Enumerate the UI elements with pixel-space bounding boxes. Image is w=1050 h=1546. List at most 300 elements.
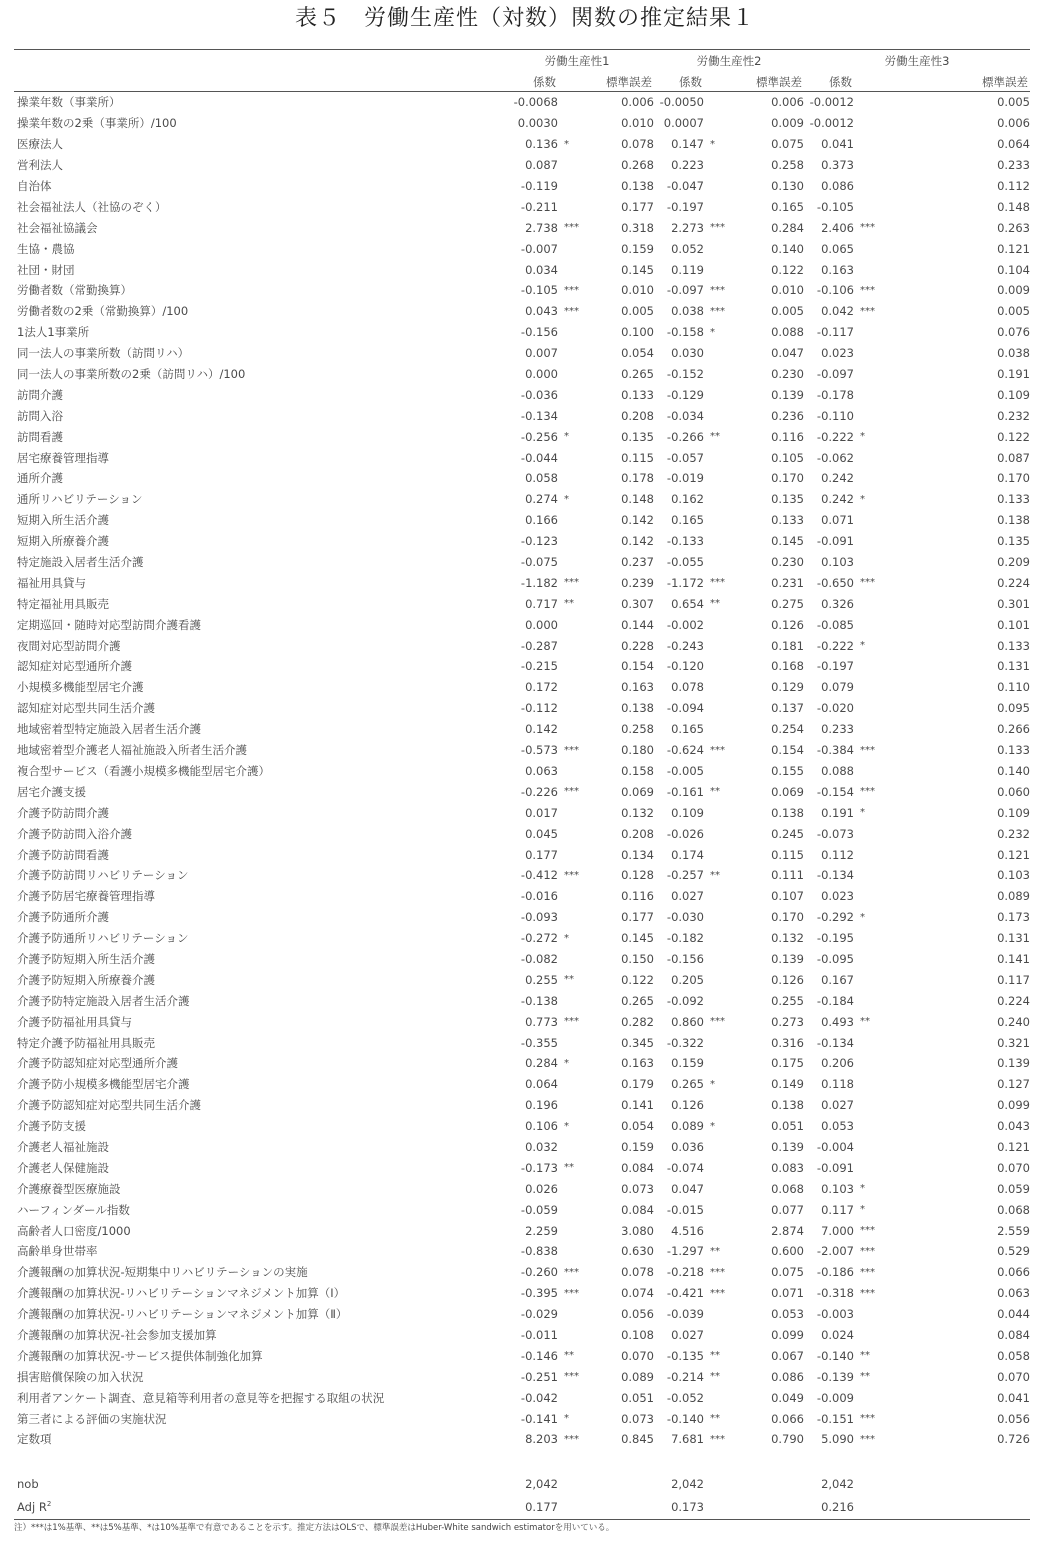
variable-name: 地域密着型介護老人福祉施設入所者生活介護 <box>17 743 247 758</box>
variable-name: 複合型サービス（看護小規模多機能型居宅介護） <box>17 763 270 778</box>
sig-1 <box>558 176 598 197</box>
coef-2: 0.047 <box>671 1181 704 1196</box>
se-1: 0.056 <box>621 1307 654 1322</box>
sig-3: ** <box>860 1016 870 1028</box>
coef-2: 0.119 <box>671 262 704 277</box>
coef-2: -0.034 <box>666 408 704 423</box>
coef-2: 2.273 <box>671 220 704 235</box>
coef-2: -0.005 <box>666 763 704 778</box>
table-row <box>14 426 1030 447</box>
se-1: 0.142 <box>621 513 654 528</box>
sig-1 <box>558 510 598 531</box>
table-row <box>14 1366 1030 1387</box>
sig-1: *** <box>564 1371 579 1383</box>
sig-1 <box>558 844 598 865</box>
coef-2: -0.047 <box>666 179 704 193</box>
table-row <box>14 781 1030 802</box>
table-row <box>14 1032 1030 1053</box>
variable-name: 営利法人 <box>17 158 63 173</box>
table-row <box>14 572 1030 593</box>
sig-2: *** <box>710 1266 725 1278</box>
sig-2 <box>704 823 748 844</box>
sig-3 <box>854 1053 898 1074</box>
table-row <box>14 1137 1030 1158</box>
coef-2: -0.057 <box>666 450 704 465</box>
se-1: 0.258 <box>621 722 654 737</box>
coef-2: -0.197 <box>666 199 704 214</box>
se-1: 0.084 <box>621 1160 654 1175</box>
sig-1 <box>558 1178 598 1199</box>
se-1: 0.051 <box>621 1390 654 1405</box>
table-row <box>14 802 1030 823</box>
variable-name: 介護予防短期入所療養介護 <box>17 972 155 987</box>
se-header-1: 標準誤差 <box>558 72 654 92</box>
coef-2: -0.074 <box>666 1160 704 1175</box>
se-2: 0.006 <box>771 95 804 110</box>
sig-3 <box>854 384 898 405</box>
adjr2-superscript: 2 <box>46 1500 52 1509</box>
sig-3 <box>854 844 898 865</box>
coef-2: -0.039 <box>666 1307 704 1322</box>
table-row <box>14 510 1030 531</box>
coef-3: -0.134 <box>816 868 854 883</box>
se-3: 0.104 <box>997 262 1030 277</box>
sig-2 <box>704 719 748 740</box>
sig-3 <box>854 196 898 217</box>
variable-name: 介護報酬の加算状況-リハビリテーションマネジメント加算（Ⅱ） <box>17 1307 348 1322</box>
se-2: 0.049 <box>771 1390 804 1405</box>
table-row <box>14 384 1030 405</box>
table-row <box>14 1220 1030 1241</box>
se-1: 0.115 <box>621 450 654 465</box>
sig-3 <box>854 447 898 468</box>
sig-2 <box>704 384 748 405</box>
sig-2: *** <box>710 744 725 756</box>
coef-2: 0.052 <box>671 241 704 256</box>
sig-3 <box>854 1304 898 1325</box>
se-2: 0.284 <box>771 220 804 235</box>
se-2: 0.175 <box>771 1056 804 1071</box>
se-1: 0.180 <box>621 743 654 758</box>
se-1: 0.073 <box>621 1411 654 1426</box>
se-3: 0.191 <box>997 367 1030 382</box>
sig-3: *** <box>860 222 875 234</box>
table-row <box>14 1345 1030 1366</box>
se-2: 0.135 <box>771 492 804 507</box>
coef-3: 0.071 <box>821 513 854 528</box>
coef-3: -0.003 <box>816 1307 854 1322</box>
se-1: 0.159 <box>621 241 654 256</box>
se-header-3: 標準誤差 <box>854 72 1030 92</box>
se-3: 0.133 <box>997 492 1030 507</box>
sig-3 <box>854 969 898 990</box>
sig-2 <box>704 1053 748 1074</box>
sig-2: ** <box>710 1413 720 1425</box>
se-2: 0.254 <box>771 722 804 737</box>
se-2: 0.245 <box>771 826 804 841</box>
coef-3: 0.163 <box>821 262 854 277</box>
table-title: 表５ 労働生産性（対数）関数の推定結果１ <box>294 6 755 31</box>
se-2: 0.126 <box>771 617 804 632</box>
se-2: 0.170 <box>771 910 804 925</box>
adjr2-value-2: 0.173 <box>654 1496 704 1520</box>
se-3: 0.263 <box>997 220 1030 235</box>
sig-3: *** <box>860 1225 875 1237</box>
coef-3: 2.406 <box>821 220 854 235</box>
subheader-blank <box>14 72 500 92</box>
sig-1: * <box>564 431 569 443</box>
sig-1 <box>558 552 598 573</box>
table-row <box>14 552 1030 573</box>
sig-3 <box>854 1137 898 1158</box>
sig-1: *** <box>564 869 579 881</box>
variable-name: 訪問看護 <box>17 429 63 444</box>
sig-2: ** <box>710 869 720 881</box>
se-3: 0.232 <box>997 826 1030 841</box>
sig-3 <box>854 1157 898 1178</box>
variable-name: 介護予防居宅療養管理指導 <box>17 889 155 904</box>
se-1: 0.116 <box>621 889 654 904</box>
coef-2: 0.205 <box>671 972 704 987</box>
sig-3: * <box>860 807 865 819</box>
sig-2: ** <box>710 786 720 798</box>
se-1: 0.208 <box>621 826 654 841</box>
coef-2: -0.030 <box>666 910 704 925</box>
coef-1: 0.717 <box>525 596 558 611</box>
table-row <box>14 1157 1030 1178</box>
variable-name: 短期入所生活介護 <box>17 513 109 528</box>
se-3: 0.084 <box>997 1327 1030 1342</box>
sig-3 <box>854 155 898 176</box>
sig-1 <box>558 468 598 489</box>
coef-3: 0.117 <box>821 1202 854 1217</box>
table-row <box>14 1053 1030 1074</box>
se-2: 0.066 <box>771 1411 804 1426</box>
se-3: 0.131 <box>997 931 1030 946</box>
se-2: 0.139 <box>771 1139 804 1154</box>
se-3: 0.121 <box>997 847 1030 862</box>
coef-3: -0.292 <box>816 910 854 925</box>
coef-2: -0.214 <box>666 1369 704 1384</box>
coef-1: -0.105 <box>520 283 558 298</box>
se-3: 0.041 <box>997 1390 1030 1405</box>
sig-1 <box>558 1137 598 1158</box>
sig-2: * <box>710 1120 715 1132</box>
sig-2 <box>704 1304 748 1325</box>
sig-3 <box>854 238 898 259</box>
coef-1: -0.260 <box>520 1265 558 1280</box>
sig-2 <box>704 196 748 217</box>
se-3: 0.060 <box>997 784 1030 799</box>
sig-1: * <box>564 932 569 944</box>
se-3: 0.005 <box>997 95 1030 110</box>
variable-name: 特定介護予防福祉用具販売 <box>17 1035 155 1050</box>
se-2: 0.138 <box>771 805 804 820</box>
nob-value-1: 2,042 <box>525 1477 558 1492</box>
table-row <box>14 1262 1030 1283</box>
sig-2: ** <box>710 1350 720 1362</box>
sig-1 <box>558 343 598 364</box>
coef-3: 0.065 <box>821 241 854 256</box>
se-header-2: 標準誤差 <box>704 72 804 92</box>
sig-1 <box>558 259 598 280</box>
sig-2 <box>704 635 748 656</box>
se-3: 0.066 <box>997 1265 1030 1280</box>
se-2: 0.067 <box>771 1348 804 1363</box>
se-3: 0.138 <box>997 513 1030 528</box>
sig-2 <box>704 907 748 928</box>
coef-1: -0.226 <box>520 784 558 799</box>
table-row <box>14 113 1030 134</box>
se-3: 0.135 <box>997 534 1030 549</box>
coef-3: -0.222 <box>816 429 854 444</box>
sig-2 <box>704 1095 748 1116</box>
sig-1: *** <box>564 284 579 296</box>
coef-1: 0.043 <box>525 304 558 319</box>
sig-1 <box>558 1304 598 1325</box>
se-2: 0.071 <box>771 1286 804 1301</box>
variable-name: 認知症対応型共同生活介護 <box>17 701 155 716</box>
coef-1: 0.136 <box>525 137 558 152</box>
se-2: 0.790 <box>771 1432 804 1447</box>
coef-1: 0.026 <box>525 1181 558 1196</box>
sig-1 <box>558 113 598 134</box>
table-body <box>14 92 1030 1450</box>
coef-2: -0.161 <box>666 784 704 799</box>
coef-3: 7.000 <box>821 1223 854 1238</box>
sig-1: *** <box>564 1287 579 1299</box>
variable-name: 通所介護 <box>17 471 63 486</box>
se-2: 0.149 <box>771 1077 804 1092</box>
coef-1: -0.093 <box>520 910 558 925</box>
table-row <box>14 698 1030 719</box>
sig-1 <box>558 1241 598 1262</box>
se-1: 0.010 <box>621 116 654 131</box>
sig-3 <box>854 322 898 343</box>
se-1: 0.141 <box>621 1098 654 1113</box>
sig-2 <box>704 489 748 510</box>
sig-2: ** <box>710 431 720 443</box>
coef-2: -0.092 <box>666 993 704 1008</box>
se-3: 0.122 <box>997 429 1030 444</box>
variable-name: 生協・農協 <box>17 241 75 256</box>
coef-2: 0.159 <box>671 1056 704 1071</box>
variable-name: 操業年数（事業所） <box>17 95 121 110</box>
se-3: 0.038 <box>997 346 1030 361</box>
variable-name: 介護予防支援 <box>17 1119 86 1134</box>
se-2: 0.236 <box>771 408 804 423</box>
coef-3: 5.090 <box>821 1432 854 1447</box>
table-footer <box>14 1450 1030 1520</box>
se-3: 0.209 <box>997 555 1030 570</box>
sig-1 <box>558 531 598 552</box>
coef-2: -0.152 <box>666 367 704 382</box>
coef-3: -0.062 <box>816 450 854 465</box>
sig-1 <box>558 1074 598 1095</box>
se-3: 0.056 <box>997 1411 1030 1426</box>
adjr2-label-text: Adj R <box>17 1500 47 1515</box>
se-3: 0.173 <box>997 910 1030 925</box>
se-2: 0.165 <box>771 199 804 214</box>
coef-2: -0.156 <box>666 951 704 966</box>
coef-3: -0.105 <box>816 199 854 214</box>
coef-2: 0.0007 <box>663 116 704 131</box>
coef-3: -0.106 <box>816 283 854 298</box>
adjr2-label <box>14 1496 500 1520</box>
se-2: 0.133 <box>771 513 804 528</box>
coef-3: -0.318 <box>816 1286 854 1301</box>
sig-3 <box>854 719 898 740</box>
sig-2 <box>704 113 748 134</box>
sig-3 <box>854 1032 898 1053</box>
table-row <box>14 635 1030 656</box>
se-3: 0.095 <box>997 701 1030 716</box>
coef-2: -0.019 <box>666 471 704 486</box>
variable-name: 介護予防訪問入浴介護 <box>17 826 132 841</box>
sig-1: ** <box>564 1350 574 1362</box>
coef-3: 0.042 <box>821 304 854 319</box>
coef-3: -0.140 <box>816 1348 854 1363</box>
coef-3: -0.097 <box>816 367 854 382</box>
variable-name: 認知症対応型通所介護 <box>17 659 132 674</box>
sig-1 <box>558 155 598 176</box>
sig-1 <box>558 322 598 343</box>
sig-3: * <box>860 1183 865 1195</box>
coef-3: -0.134 <box>816 1035 854 1050</box>
sig-1 <box>558 698 598 719</box>
coef-2: -0.218 <box>666 1265 704 1280</box>
se-1: 0.268 <box>621 158 654 173</box>
se-2: 0.075 <box>771 137 804 152</box>
variable-name: 介護予防通所介護 <box>17 910 109 925</box>
coef-3: -0.091 <box>816 534 854 549</box>
se-3: 0.087 <box>997 450 1030 465</box>
variable-name: 短期入所療養介護 <box>17 534 109 549</box>
coef-header-3: 係数 <box>804 72 854 92</box>
table-row <box>14 990 1030 1011</box>
se-3: 0.232 <box>997 408 1030 423</box>
coef-1: -0.036 <box>520 387 558 402</box>
coef-3: -0.154 <box>816 784 854 799</box>
coef-3: 0.041 <box>821 137 854 152</box>
coef-1: 0.017 <box>525 805 558 820</box>
se-3: 0.117 <box>997 972 1030 987</box>
se-3: 0.112 <box>997 179 1030 193</box>
variable-name: 自治体 <box>17 179 52 193</box>
se-3: 0.064 <box>997 137 1030 152</box>
se-1: 0.154 <box>621 659 654 674</box>
coef-2: -0.015 <box>666 1202 704 1217</box>
sig-3 <box>854 928 898 949</box>
sig-1: * <box>564 493 569 505</box>
variable-name: 福祉用具貸与 <box>17 575 86 590</box>
se-2: 0.107 <box>771 889 804 904</box>
variable-name: 定数項 <box>17 1432 52 1447</box>
variable-name: 地域密着型特定施設入居者生活介護 <box>17 722 201 737</box>
variable-name: 介護予防短期入所生活介護 <box>17 951 155 966</box>
coef-2: -0.182 <box>666 931 704 946</box>
se-3: 0.009 <box>997 283 1030 298</box>
coef-1: 0.007 <box>525 346 558 361</box>
coef-1: -0.146 <box>520 1348 558 1363</box>
sig-2 <box>704 155 748 176</box>
coef-1: 0.166 <box>525 513 558 528</box>
sig-3 <box>854 510 898 531</box>
coef-1: -1.182 <box>520 575 558 590</box>
coef-3: 0.118 <box>821 1077 854 1092</box>
coef-1: -0.355 <box>520 1035 558 1050</box>
coef-1: -0.112 <box>520 701 558 716</box>
sig-1 <box>558 886 598 907</box>
coef-1: 0.196 <box>525 1098 558 1113</box>
coef-2: -0.624 <box>666 743 704 758</box>
table-row <box>14 364 1030 385</box>
coef-2: -0.158 <box>666 325 704 340</box>
coef-2: -0.257 <box>666 868 704 883</box>
table-row <box>14 1283 1030 1304</box>
coef-3: -0.186 <box>816 1265 854 1280</box>
se-3: 0.103 <box>997 868 1030 883</box>
se-2: 0.088 <box>771 325 804 340</box>
se-2: 0.010 <box>771 283 804 298</box>
coef-2: -0.140 <box>666 1411 704 1426</box>
se-1: 0.133 <box>621 387 654 402</box>
variable-name: 小規模多機能型居宅介護 <box>17 680 144 695</box>
coef-1: -0.029 <box>520 1307 558 1322</box>
se-1: 0.132 <box>621 805 654 820</box>
se-1: 0.179 <box>621 1077 654 1092</box>
variable-name: 介護報酬の加算状況-サービス提供体制強化加算 <box>17 1348 263 1363</box>
table-row <box>14 1011 1030 1032</box>
se-3: 0.301 <box>997 596 1030 611</box>
se-3: 0.059 <box>997 1181 1030 1196</box>
table-row <box>14 907 1030 928</box>
sig-1: * <box>564 1120 569 1132</box>
sig-2: ** <box>710 598 720 610</box>
coef-3: 0.088 <box>821 763 854 778</box>
coef-3: -0.178 <box>816 387 854 402</box>
sig-1 <box>558 907 598 928</box>
se-2: 0.154 <box>771 743 804 758</box>
se-3: 0.044 <box>997 1307 1030 1322</box>
se-1: 0.054 <box>621 346 654 361</box>
se-3: 0.076 <box>997 325 1030 340</box>
sig-3: *** <box>860 744 875 756</box>
se-2: 0.181 <box>771 638 804 653</box>
sig-3: *** <box>860 786 875 798</box>
se-1: 0.138 <box>621 179 654 193</box>
table-row <box>14 155 1030 176</box>
se-3: 0.170 <box>997 471 1030 486</box>
se-2: 0.138 <box>771 1098 804 1113</box>
se-1: 0.318 <box>621 220 654 235</box>
se-2: 0.231 <box>771 575 804 590</box>
se-3: 0.089 <box>997 889 1030 904</box>
se-3: 0.110 <box>997 680 1030 695</box>
coef-3: -0.073 <box>816 826 854 841</box>
sig-1 <box>558 92 598 113</box>
sig-3: ** <box>860 1371 870 1383</box>
se-1: 0.100 <box>621 325 654 340</box>
coef-1: -0.075 <box>520 555 558 570</box>
se-1: 0.074 <box>621 1286 654 1301</box>
sig-2 <box>704 969 748 990</box>
variable-name: 定期巡回・随時対応型訪問介護看護 <box>17 617 201 632</box>
coef-2: -0.094 <box>666 701 704 716</box>
sig-1: * <box>564 138 569 150</box>
table-row <box>14 614 1030 635</box>
se-2: 0.230 <box>771 367 804 382</box>
